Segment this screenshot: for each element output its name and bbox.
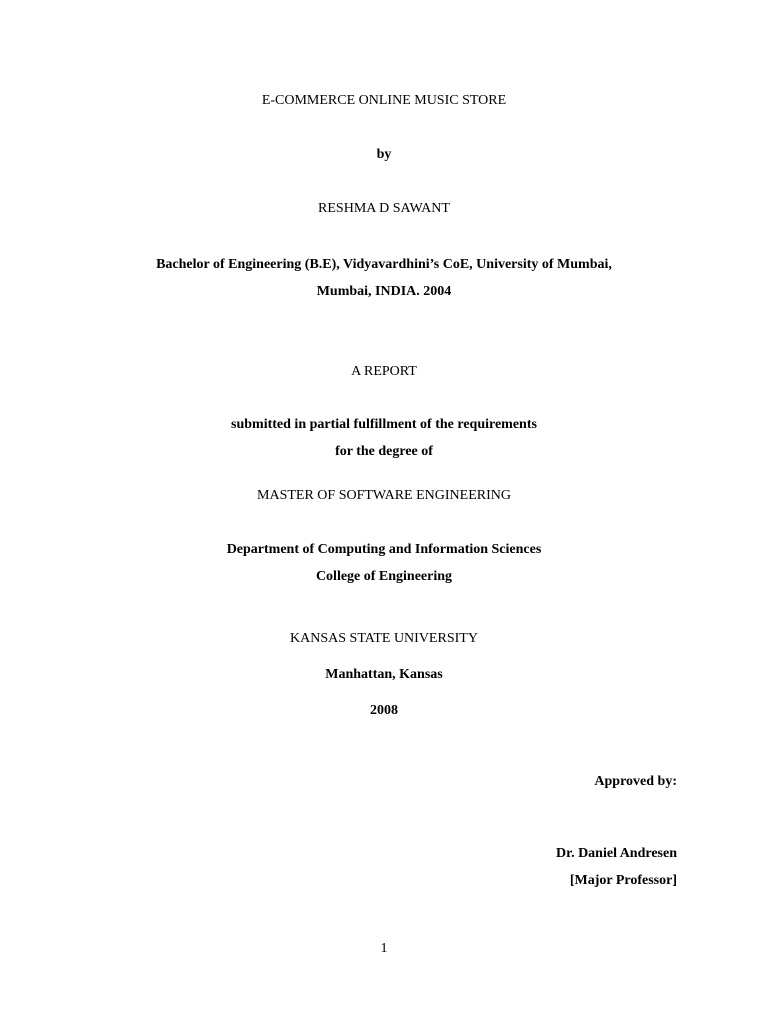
- college-name: College of Engineering: [315, 569, 453, 584]
- approved-by-label: Approved by:: [594, 774, 677, 789]
- submission-line-2: for the degree of: [335, 444, 433, 459]
- prior-degree-line-1: Bachelor of Engineering (B.E), Vidyavardhini’s CoE, University of Mumbai,: [156, 257, 612, 272]
- author-name: RESHMA D SAWANT: [318, 201, 450, 216]
- report-label: A REPORT: [351, 364, 417, 379]
- document-title: E-COMMERCE ONLINE MUSIC STORE: [261, 93, 507, 108]
- university-name: KANSAS STATE UNIVERSITY: [290, 631, 478, 646]
- professor-name: Dr. Daniel Andresen: [556, 846, 677, 861]
- degree-name: MASTER OF SOFTWARE ENGINEERING: [257, 488, 511, 503]
- submission-line-1: submitted in partial fulfillment of the requirements: [231, 417, 537, 432]
- by-label: by: [376, 147, 392, 162]
- year: 2008: [370, 703, 398, 718]
- location: Manhattan, Kansas: [325, 667, 443, 682]
- page-number: 1: [380, 941, 388, 956]
- department-name: Department of Computing and Information Sciences: [226, 542, 542, 557]
- professor-role: [Major Professor]: [569, 873, 677, 888]
- prior-degree-line-2: Mumbai, INDIA. 2004: [316, 284, 452, 299]
